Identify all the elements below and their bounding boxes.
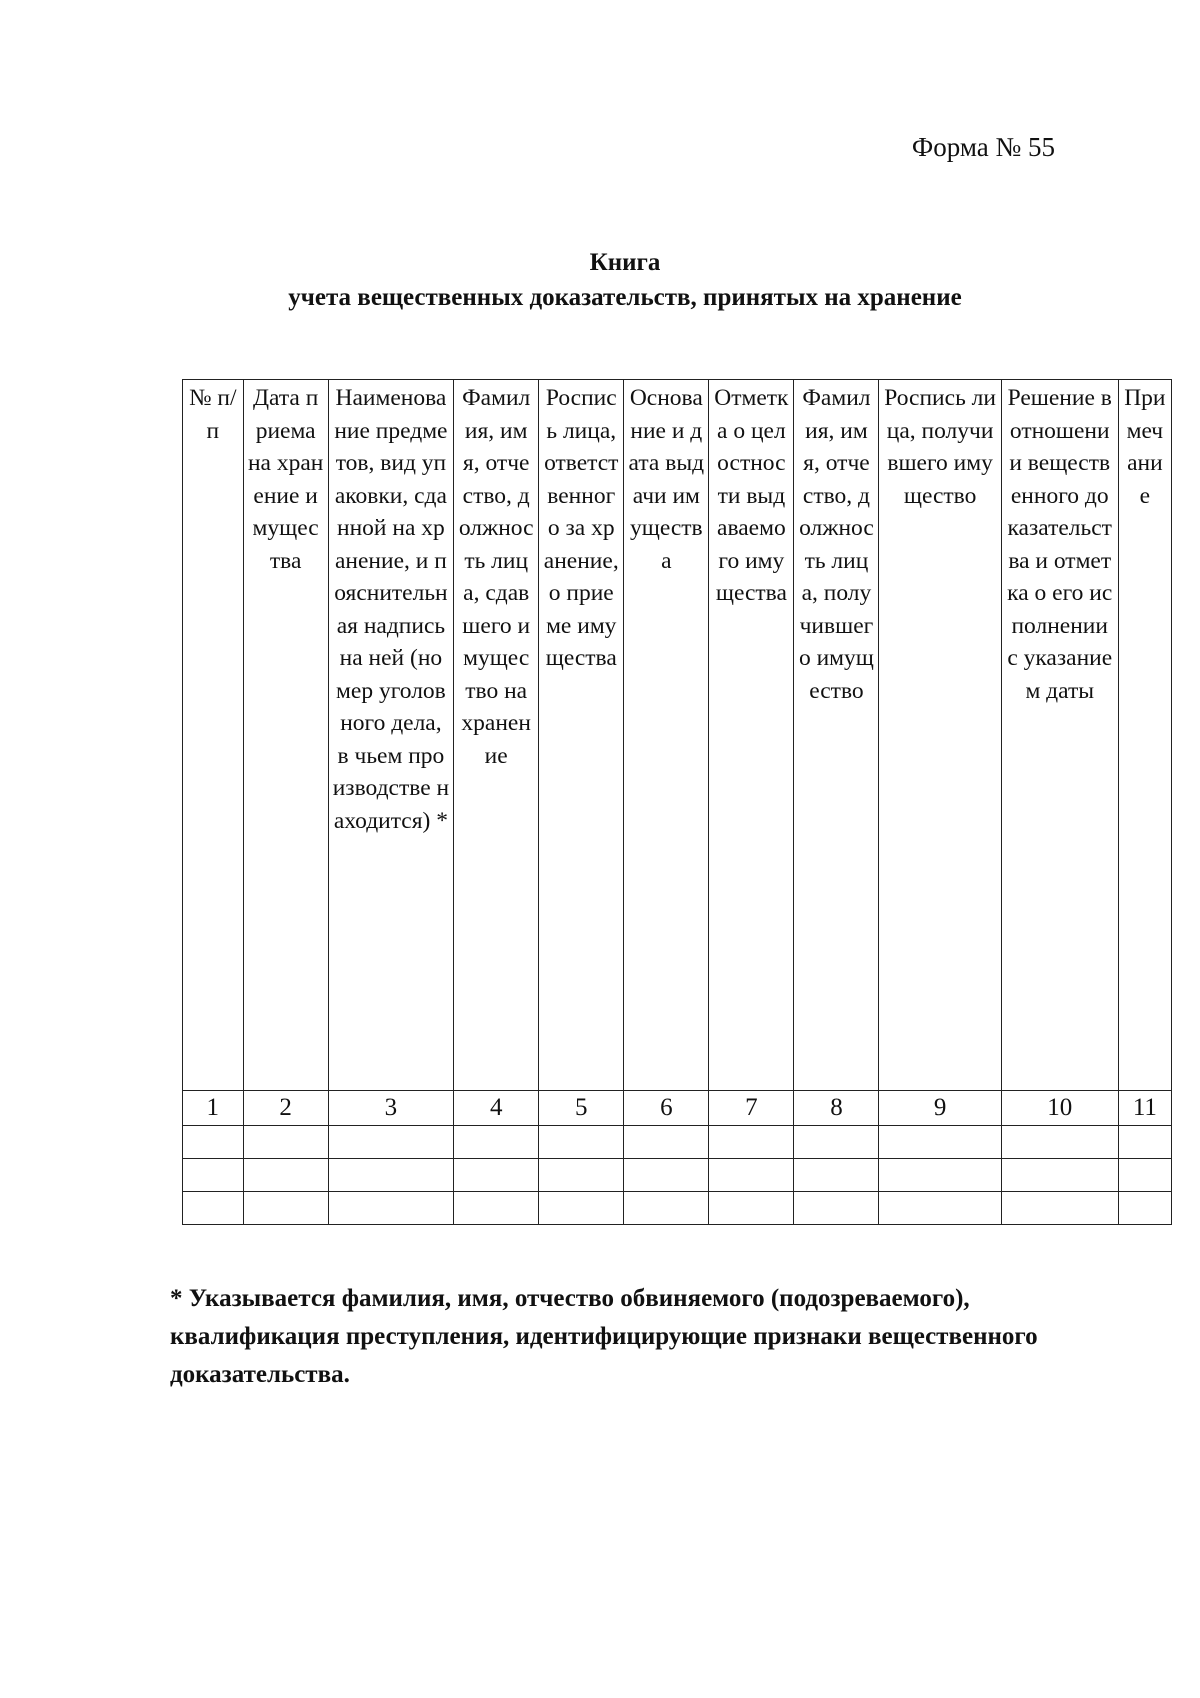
table-cell: [1118, 1192, 1171, 1225]
column-header: Отметка о целостности выдаваемого имущества: [709, 380, 794, 1091]
column-header: Примечание: [1118, 380, 1171, 1091]
column-header: Дата приема на хранение имущества: [243, 380, 328, 1091]
column-number: 9: [879, 1091, 1001, 1126]
evidence-ledger-table: [182, 379, 1172, 1225]
column-number: 10: [1001, 1091, 1118, 1126]
table-row: [183, 1159, 1172, 1192]
table-cell: [183, 1192, 244, 1225]
table-cell: [794, 1126, 879, 1159]
table-cell: [454, 1192, 539, 1225]
column-number: 5: [539, 1091, 624, 1126]
table-cell: [794, 1192, 879, 1225]
column-number: 6: [624, 1091, 709, 1126]
table-cell: [709, 1126, 794, 1159]
table-cell: [539, 1126, 624, 1159]
column-number: 3: [328, 1091, 453, 1126]
column-number: 4: [454, 1091, 539, 1126]
table-cell: [879, 1159, 1001, 1192]
table-cell: [1001, 1192, 1118, 1225]
column-header: № п/п: [183, 380, 244, 1091]
table-cell: [879, 1192, 1001, 1225]
column-header: Основание и дата выдачи имущества: [624, 380, 709, 1091]
table-cell: [539, 1192, 624, 1225]
table-cell: [624, 1126, 709, 1159]
column-number: 2: [243, 1091, 328, 1126]
title-line-2: учета вещественных доказательств, принятых на хранение: [288, 284, 962, 311]
form-number: Форма № 55: [911, 132, 1055, 162]
column-number: 7: [709, 1091, 794, 1126]
column-header: Фамилия, имя, отчество, должность лица, получившего имущество: [794, 380, 879, 1091]
table-cell: [243, 1192, 328, 1225]
column-header: Роспись лица, получившего имущество: [879, 380, 1001, 1091]
table-cell: [624, 1159, 709, 1192]
column-number: 11: [1118, 1091, 1171, 1126]
table-cell: [624, 1192, 709, 1225]
table-cell: [454, 1159, 539, 1192]
table-row: [183, 1192, 1172, 1225]
column-number: 1: [183, 1091, 244, 1126]
table-cell: [328, 1192, 453, 1225]
table-cell: [709, 1159, 794, 1192]
column-header: Фамилия, имя, отчество, должность лица, сдавшего имущество на хранение: [454, 380, 539, 1091]
table-cell: [879, 1126, 1001, 1159]
document-title: [0, 245, 1200, 315]
table-cell: [1001, 1126, 1118, 1159]
table-cell: [539, 1159, 624, 1192]
column-header: Наименование предметов, вид упаковки, сданной на хранение, и пояснительная надпись на ней (номер уголовного дела, в чьем производстве находится) *: [328, 380, 453, 1091]
column-header: Роспись лица, ответственного за хранение, о приеме имущества: [539, 380, 624, 1091]
table-cell: [1118, 1126, 1171, 1159]
table-cell: [243, 1159, 328, 1192]
title-line-1: Книга: [589, 249, 661, 276]
column-number: 8: [794, 1091, 879, 1126]
table-cell: [183, 1126, 244, 1159]
table-header-row: [183, 380, 1172, 1091]
empty-rows: [183, 1126, 1172, 1225]
column-header: Решение в отношении вещественного доказательства и отметка о его исполнении с указанием даты: [1001, 380, 1118, 1091]
column-number-row: [183, 1091, 1172, 1126]
table-cell: [454, 1126, 539, 1159]
table-row: [183, 1126, 1172, 1159]
table-cell: [328, 1159, 453, 1192]
footnote: * Указывается фамилия, имя, отчество обвиняемого (подозреваемого), квалификация преступления, идентифицирующие признаки вещественного доказательства.: [170, 1285, 1038, 1388]
table-cell: [183, 1159, 244, 1192]
table-cell: [709, 1192, 794, 1225]
table-cell: [1118, 1159, 1171, 1192]
table-cell: [1001, 1159, 1118, 1192]
table-cell: [328, 1126, 453, 1159]
table-cell: [794, 1159, 879, 1192]
table-cell: [243, 1126, 328, 1159]
